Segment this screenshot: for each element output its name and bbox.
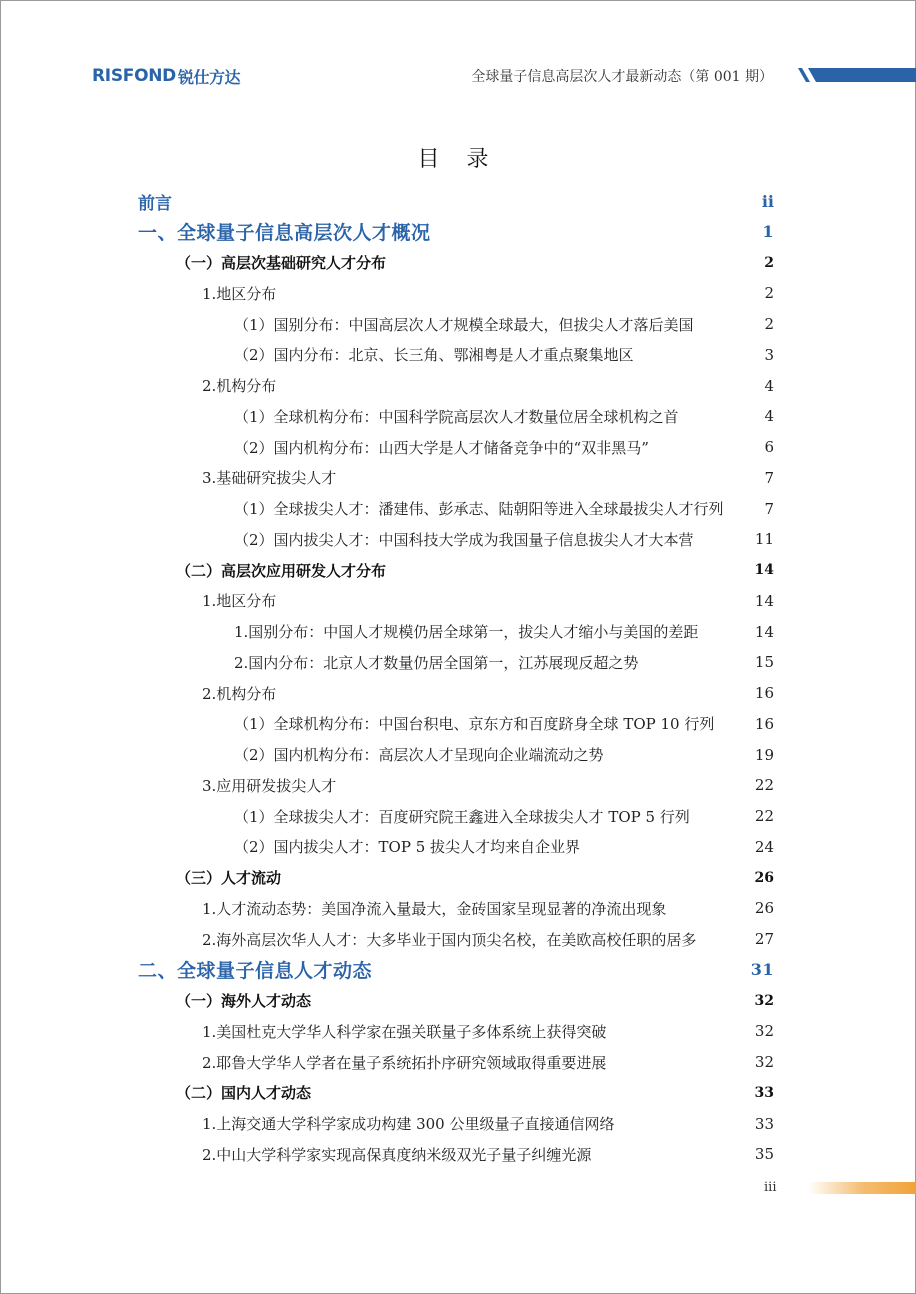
toc-entry-page: 16 bbox=[754, 714, 774, 733]
toc-entry-page: 22 bbox=[754, 807, 774, 825]
toc-entry-page: 16 bbox=[754, 684, 774, 702]
toc-entry[interactable] bbox=[234, 311, 774, 337]
toc-entry[interactable] bbox=[138, 219, 774, 245]
toc-entry-title: 一、全球量子信息高层次人才概况 bbox=[138, 222, 431, 245]
toc-entry-title: （三）人才流动 bbox=[176, 869, 282, 887]
toc-entry[interactable] bbox=[176, 250, 774, 276]
toc-entry-title: （2）国内机构分布：山西大学是人才储备竞争中的“双非黑马” bbox=[234, 438, 649, 457]
toc-entry-page: 11 bbox=[754, 530, 774, 549]
toc-entry-title: 1.人才流动态势：美国净流入量最大，金砖国家呈现显著的净流出现象 bbox=[202, 899, 667, 918]
toc-entry-title: 前言 bbox=[138, 193, 172, 214]
toc-entry-page: 14 bbox=[754, 562, 774, 578]
page-heading: 目 录 bbox=[417, 147, 499, 172]
toc-entry[interactable] bbox=[234, 834, 774, 860]
toc-entry-title: 2.中山大学科学家实现高保真度纳米级双光子量子纠缠光源 bbox=[202, 1145, 592, 1164]
toc-entry[interactable] bbox=[234, 403, 774, 429]
toc-entry[interactable] bbox=[234, 619, 774, 645]
toc-entry-page: 3 bbox=[764, 345, 774, 364]
toc-entry-page: 32 bbox=[754, 1022, 774, 1041]
toc-entry-title: （1）全球拔尖人才：百度研究院王鑫进入全球拔尖人才 TOP 5 行列 bbox=[234, 807, 690, 826]
toc-entry[interactable] bbox=[176, 557, 774, 583]
toc-entry-title: （2）国内机构分布：高层次人才呈现向企业端流动之势 bbox=[234, 746, 604, 764]
toc-entry[interactable] bbox=[176, 865, 774, 891]
toc-entry-page: 2 bbox=[764, 315, 774, 333]
toc-entry-title: （1）全球拔尖人才：潘建伟、彭承志、陆朝阳等进入全球最拔尖人才行列 bbox=[234, 500, 724, 518]
toc-entry[interactable] bbox=[138, 188, 774, 214]
risfond-logo bbox=[92, 66, 240, 86]
toc-entry[interactable] bbox=[202, 588, 774, 614]
toc-entry-title: （二）国内人才动态 bbox=[176, 1084, 312, 1103]
footer-decoration-bar bbox=[808, 1182, 916, 1194]
toc-entry[interactable] bbox=[202, 1018, 774, 1044]
toc-entry-page: 26 bbox=[754, 899, 774, 918]
toc-entry-title: 1.上海交通大学科学家成功构建 300 公里级量子直接通信网络 bbox=[202, 1115, 615, 1133]
toc-entry[interactable] bbox=[202, 465, 774, 491]
toc-entry[interactable] bbox=[202, 280, 774, 306]
toc-entry-title: （2）国内拔尖人才：TOP 5 拔尖人才均来自企业界 bbox=[234, 838, 581, 857]
toc-entry[interactable] bbox=[234, 711, 774, 737]
toc-entry[interactable] bbox=[234, 649, 774, 675]
toc-entry-title: 1.地区分布 bbox=[202, 592, 277, 611]
toc-entry-page: 33 bbox=[754, 1084, 774, 1101]
toc-entry-page: 6 bbox=[764, 438, 774, 456]
toc-entry-title: （1）国别分布：中国高层次人才规模全球最大，但拔尖人才落后美国 bbox=[234, 315, 694, 334]
toc-entry-page: 4 bbox=[764, 407, 774, 426]
toc-entry[interactable] bbox=[202, 1111, 774, 1137]
toc-entry-title: 2.机构分布 bbox=[202, 684, 277, 703]
toc-entry[interactable] bbox=[234, 496, 774, 522]
toc-entry[interactable] bbox=[234, 803, 774, 829]
toc-entry-page: 31 bbox=[750, 960, 774, 980]
toc-entry[interactable] bbox=[234, 434, 774, 460]
toc-entry-title: （2）国内分布：北京、长三角、鄂湘粤是人才重点聚集地区 bbox=[234, 346, 634, 365]
toc-entry[interactable] bbox=[234, 742, 774, 768]
toc-entry-page: 35 bbox=[754, 1145, 774, 1164]
toc-entry-title: （1）全球机构分布：中国科学院高层次人才数量位居全球机构之首 bbox=[234, 407, 679, 426]
toc-entry-title: 2.耶鲁大学华人学者在量子系统拓扑序研究领域取得重要进展 bbox=[202, 1053, 607, 1072]
toc-entry-title: （1）全球机构分布：中国台积电、京东方和百度跻身全球 TOP 10 行列 bbox=[234, 715, 715, 734]
toc-entry-title: 3.基础研究拔尖人才 bbox=[202, 469, 337, 488]
toc-entry-title: （2）国内拔尖人才：中国科技大学成为我国量子信息拔尖人才大本营 bbox=[234, 530, 694, 549]
toc-entry-page: 14 bbox=[754, 591, 774, 610]
toc-entry[interactable] bbox=[202, 680, 774, 706]
toc-entry-title: （二）高层次应用研发人才分布 bbox=[176, 561, 387, 580]
toc-entry-page: ii bbox=[761, 191, 774, 211]
toc-entry-page: 33 bbox=[754, 1114, 774, 1133]
toc-entry-page: 4 bbox=[764, 376, 774, 395]
toc-entry[interactable] bbox=[202, 1049, 774, 1075]
toc-entry-page: 7 bbox=[764, 468, 774, 487]
toc-entry[interactable] bbox=[176, 988, 774, 1014]
toc-entry-page: 2 bbox=[764, 284, 774, 303]
document-title: 全球量子信息高层次人才最新动态（第 001 期） bbox=[471, 69, 773, 85]
toc-entry[interactable] bbox=[202, 926, 774, 952]
toc-entry-title: （一）海外人才动态 bbox=[176, 992, 312, 1010]
toc-entry[interactable] bbox=[176, 1080, 774, 1106]
toc-entry[interactable] bbox=[234, 526, 774, 552]
toc-entry-page: 7 bbox=[764, 499, 774, 518]
toc-entry-page: 26 bbox=[754, 869, 774, 886]
logo-chinese: 锐仕方达 bbox=[177, 67, 240, 87]
toc-entry-title: 2.海外高层次华人人才：大多毕业于国内顶尖名校，在美欧高校任职的居多 bbox=[202, 930, 697, 949]
toc-entry-page: 24 bbox=[754, 837, 774, 856]
toc-entry-title: 2.机构分布 bbox=[202, 377, 277, 395]
header-decoration-bar bbox=[798, 68, 916, 82]
toc-entry-page: 27 bbox=[754, 930, 774, 948]
toc-entry[interactable] bbox=[202, 772, 774, 798]
toc-entry-page: 1 bbox=[762, 222, 774, 242]
toc-entry-page: 32 bbox=[754, 992, 774, 1009]
toc-entry-title: （一）高层次基础研究人才分布 bbox=[176, 254, 387, 272]
toc-entry[interactable] bbox=[234, 342, 774, 368]
toc-entry-page: 2 bbox=[764, 254, 774, 271]
toc-entry-title: 3.应用研发拔尖人才 bbox=[202, 776, 337, 795]
toc-entry-page: 22 bbox=[754, 776, 774, 795]
footer-page-number: iii bbox=[764, 1180, 777, 1195]
toc-entry-title: 1.地区分布 bbox=[202, 284, 277, 303]
toc-entry-page: 32 bbox=[754, 1053, 774, 1071]
toc-entry-title: 二、全球量子信息人才动态 bbox=[138, 960, 373, 983]
toc-entry[interactable] bbox=[202, 895, 774, 921]
toc-entry[interactable] bbox=[202, 373, 774, 399]
toc-entry[interactable] bbox=[202, 1141, 774, 1167]
toc-entry-title: 2.国内分布：北京人才数量仍居全国第一，江苏展现反超之势 bbox=[234, 653, 639, 672]
logo-english: RISFOND bbox=[92, 66, 176, 86]
toc-entry-title: 1.美国杜克大学华人科学家在强关联量子多体系统上获得突破 bbox=[202, 1022, 607, 1041]
toc-entry-title: 1.国别分布：中国人才规模仍居全球第一，拔尖人才缩小与美国的差距 bbox=[234, 623, 699, 641]
toc-entry[interactable] bbox=[138, 957, 774, 983]
toc-entry-page: 14 bbox=[754, 622, 774, 641]
toc-entry-page: 15 bbox=[754, 653, 774, 672]
toc-entry-page: 19 bbox=[754, 745, 774, 764]
